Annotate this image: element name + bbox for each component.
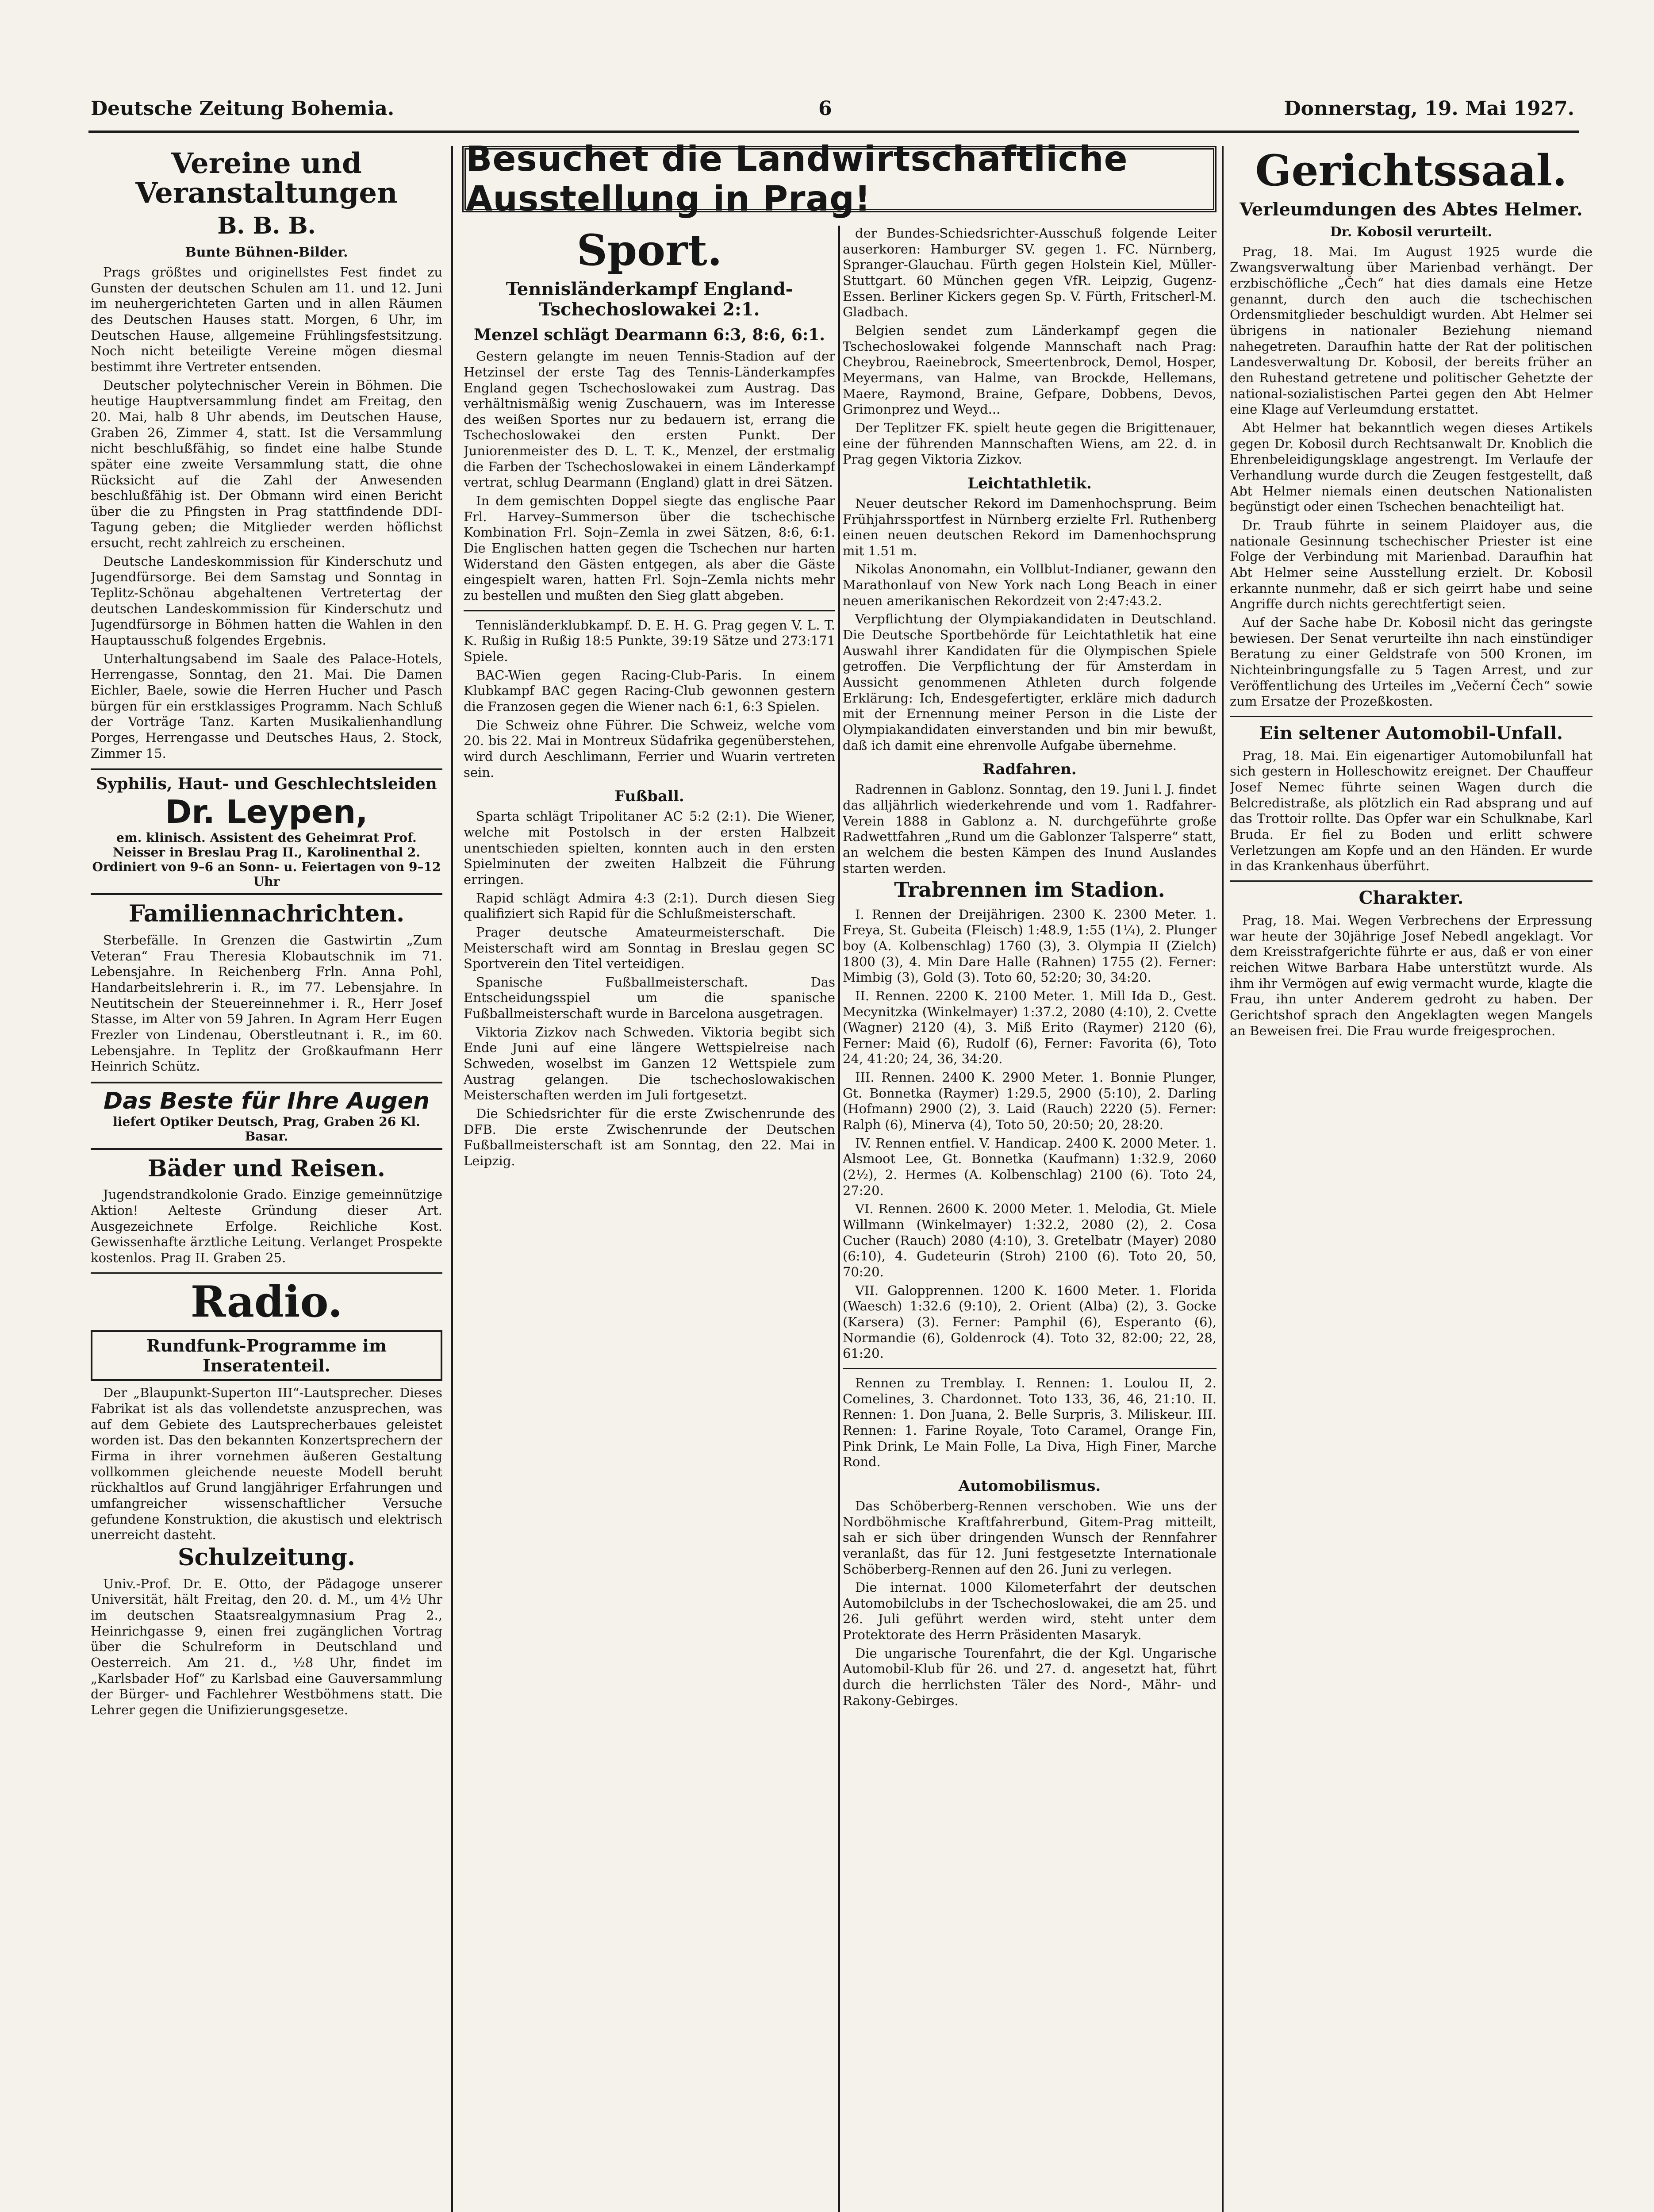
article-text: Prag, 18. Mai. Im August 1925 wurde die Zwangsverwaltung über Marienbad verhängt. Der erzbischöfliche „Čech“ hat dies damals eine Hetze genannt, durch den auch die tschechischen Ordensmitglieder beschuldigt wurden. Abt Helmer sei übrigens in nationaler Beziehung niemand nahegetreten. Daraufhin hatte der Rat der politischen Landesverwaltung Dr. Kobosil, der bereits früher an den Ruhestand getretene und politischer Gehetzte der national-sozialistischen Partei gegen den Abt Helmer eine Klage auf Verleumdung erstattet. xyxy=(1230,244,1593,417)
article-text: VII. Galopprennen. 1200 K. 1600 Meter. 1. Florida (Waesch) 1:32.6 (9:10), 2. Orient (Alba) (2), 3. Gocke (Karsera) (3). Ferner: Pamphil (6), Esperanto (6), Normandie (6), Goldenrock (4). Toto 32, 82:00; 22, 28, 61:20. xyxy=(843,1283,1217,1361)
column-3 xyxy=(843,226,1217,2212)
article-text: Tennisländerklubkampf. D. E. H. G. Prag gegen V. L. T. K. Rußig in Rußig 18:5 Punkte, 39:19 Sätze und 273:171 Spiele. xyxy=(464,617,835,664)
radio-box: Rundfunk-Programme im Inseratenteil. xyxy=(91,1330,442,1381)
advert-line: Syphilis, Haut- und Geschlechtsleiden xyxy=(96,775,437,794)
article-text: Rapid schlägt Admira 4:3 (2:1). Durch diesen Sieg qualifiziert sich Rapid für die Schlußmeisterschaft. xyxy=(464,890,835,922)
column-4 xyxy=(1230,146,1593,2212)
article-text: Jugendstrandkolonie Grado. Einzige gemeinnützige Aktion! Aelteste Gründung dieser Art. Ausgezeichnete Erfolge. Reichliche Kost. Gewissenhafte ärztliche Leitung. Verlanget Prospekte kostenlos. Prag II. Graben 25. xyxy=(91,1187,442,1266)
article-text: Prager deutsche Amateurmeisterschaft. Die Meisterschaft wird am Sonntag in Breslau gegen SC Sportverein den Titel verteidigen. xyxy=(464,924,835,972)
running-head-paper: Deutsche Zeitung Bohemia. xyxy=(91,97,395,120)
heading-automobilismus: Automobilismus. xyxy=(958,1477,1101,1495)
exhibition-banner: Besuchet die Landwirtschaftliche Ausstellung in Prag! xyxy=(462,146,1217,212)
column-rule-2 xyxy=(838,226,840,2212)
article-text: Deutsche Landeskommission für Kinderschutz und Jugendfürsorge. Bei dem Samstag und Sonntag in Teplitz-Schönau abgehaltenen Vertretertag der deutschen Landeskommission für Kinderschutz und Jugendfürsorge in Böhmen hatten die Wahlen in den Hauptausschuß folgendes Ergebnis. xyxy=(91,553,442,648)
advert-sub: liefert Optiker Deutsch, Prag, Graben 26 Kl. Basar. xyxy=(113,1114,420,1144)
divider xyxy=(1230,716,1593,717)
subheading-tennis: Tennisländerkampf England-Tschechoslowakei 2:1. xyxy=(506,278,793,320)
heading-radio: Radio. xyxy=(190,1276,343,1327)
article-text: Belgien sendet zum Länderkampf gegen die Tschechoslowakei folgende Mannschaft nach Prag: Cheybrou, Raeinebrock, Smeertenbrock, Demol, Hosper, Meyermans, van Halme, van Brockde, Hellemans, Maere, Raymond, Braine, Gefpare, Dobbens, Devos, Grimonprez und Weyd... xyxy=(843,323,1217,417)
subheading-menzel: Menzel schlägt Dearmann 6:3, 8:6, 6:1. xyxy=(474,325,825,344)
heading-charakter: Charakter. xyxy=(1359,887,1464,909)
advert-optiker xyxy=(91,1082,442,1150)
column-rule-1 xyxy=(451,146,453,2212)
article-text: Deutscher polytechnischer Verein in Böhmen. Die heutige Hauptversammlung findet am Freitag, den 20. Mai, halb 8 Uhr abends, im Deutschen Hause, Graben 26, Zimmer 4, statt. Ist die Versammlung nicht beschlußfähig, so findet eine halbe Stunde später eine zweite Versammlung statt, die ohne Rücksicht auf die Zahl der Anwesenden beschlußfähig ist. Der Obmann wird einen Bericht über die zu Pfingsten in Prag stattfindende DDI-Tagung geben; die Mitglieder werden höflichst ersucht, recht zahlreich zu erscheinen. xyxy=(91,377,442,551)
article-text: Die Schiedsrichter für die erste Zwischenrunde des DFB. Die erste Zwischenrunde der Deutschen Fußballmeisterschaft ist am Sonntag, den 22. Mai in Leipzig. xyxy=(464,1106,835,1169)
advert-leypen xyxy=(91,768,442,895)
article-text: Die internat. 1000 Kilometerfahrt der deutschen Automobilclubs in der Tschechoslowakei, die am 25. und 26. Juli geführt werden wird, steht unter dem Protektorate des Herrn Präsidenten Masaryk. xyxy=(843,1580,1217,1643)
article-text: Prag, 18. Mai. Ein eigenartiger Automobilunfall hat sich gestern in Holleschowitz ereignet. Der Chauffeur Josef Nemec führte seinen Wagen durch die Belcredistraße, als plötzlich ein Rad absprang und auf das Trottoir rollte. Das Opfer war ein Schulknabe, Karl Bruda. Er fiel zu Boden und erlitt schwere Verletzungen am Kopfe und an den Händen. Er wurde in das Krankenhaus überführt. xyxy=(1230,748,1593,874)
article-text: In dem gemischten Doppel siegte das englische Paar Frl. Harvey–Summerson über die tschechische Kombination Frl. Sojn–Zemla in zwei Sätzen, 8:6, 6:1. Die Englischen hatten gegen die Tschechen nur harten Widerstand den Gästen entgegen, als aber die Gäste eingespielt waren, hatten Frl. Sojn–Zemla nichts mehr zu bestellen und mußten den Sieg glatt abgeben. xyxy=(464,493,835,603)
heading-schul: Schulzeitung. xyxy=(177,1544,356,1571)
heading-bbb: B. B. B. xyxy=(217,212,316,240)
article-text: Dr. Traub führte in seinem Plaidoyer aus, die nationale Gesinnung tschechischer Priester ist eine Folge der Verbindung mit Marienbad. Daraufhin hat Abt Helmer seine Ausstellung erzielt. Dr. Kobosil erkannte nunmehr, daß er sich geirrt habe und seine Angriffe durch nichts gerechtfertigt seien. xyxy=(1230,517,1593,612)
article-text: Radrennen in Gablonz. Sonntag, den 19. Juni l. J. findet das alljährlich wiederkehrende und vom 1. Radfahrer-Verein 1888 in Gablonz a. N. durchgeführte große Radwettfahren „Rund um die Gablonzer Talsperre“ statt, an welchem die besten Kämpen des Inund Auslandes starten werden. xyxy=(843,782,1217,876)
heading-familien: Familiennachrichten. xyxy=(128,900,405,928)
heading-gerichtssaal: Gerichtssaal. xyxy=(1255,146,1567,196)
article-text: Sterbefälle. In Grenzen die Gastwirtin „Zum Veteran“ Frau Theresia Klobautschnik im 71. Lebensjahre. In Reichenberg Frln. Anna Pohl, Handarbeitslehrerin i. R., im 77. Lebensjahre. In Neutitschein der Steuereinnehmer i. R., Herr Josef Stasse, im Alter von 59 Jahren. In Agram Herr Eugen Frezler von Lindenau, Oberstleutnant i. R., im 60. Lebensjahre. In Teplitz der Großkaufmann Herr Heinrich Schütz. xyxy=(91,932,442,1074)
subheading-helmer: Verleumdungen des Abtes Helmer. xyxy=(1240,199,1583,220)
advert-name: Dr. Leypen, xyxy=(165,793,368,831)
heading-leichtathletik: Leichtathletik. xyxy=(967,474,1092,492)
column-rule-3 xyxy=(1222,146,1224,2212)
heading-unfall: Ein seltener Automobil-Unfall. xyxy=(1259,722,1563,744)
divider xyxy=(464,610,835,611)
advert-line: em. klinisch. Assistent des Geheimrat Prof. Neisser in Breslau Prag II., Karolinenthal 2. xyxy=(113,830,420,860)
article-text: Die ungarische Tourenfahrt, die der Kgl. Ungarische Automobil-Klub für 26. und 27. d. angesetzt hat, führt durch die herrlichsten Täler des Nord-, Mähr- und Rakony-Gebirges. xyxy=(843,1645,1217,1708)
article-text: Viktoria Zizkov nach Schweden. Viktoria begibt sich Ende Juni auf eine längere Wettspielreise nach Schweden, woselbst im Ganzen 12 Wettspiele zum Austrag gelangen. Die tschechoslowakischen Meisterschaften werden im Juli fortgesetzt. xyxy=(464,1024,835,1103)
heading-fussball: Fußball. xyxy=(614,787,684,806)
column-1 xyxy=(91,146,442,2212)
heading-sport: Sport. xyxy=(576,226,722,275)
article-text: Rennen zu Tremblay. I. Rennen: 1. Loulou II, 2. Comelines, 3. Chardonnet. Toto 133, 36, 46, 21:10. II. Rennen: 1. Don Juana, 2. Belle Surpris, 3. Miliskeur. III. Rennen: 1. Farine Royale, Toto Caramel, Orange Fin, Pink Drink, Le Main Folle, La Diva, High Finer, Marche Rond. xyxy=(843,1375,1217,1470)
divider xyxy=(91,1272,442,1274)
running-head-date: Donnerstag, 19. Mai 1927. xyxy=(1284,97,1574,120)
article-text: Prag, 18. Mai. Wegen Verbrechens der Erpressung war heute der 30jährige Josef Nebedl angeklagt. Vor dem Kreisstrafgerichte führte er aus, daß er von einer reichen Witwe Barbara Habe unterstützt wurde. Als ihm ihr Vermögen auf ewig vermacht wurde, klagte die Frau, ihn unter Anderem gedroht zu haben. Der Gerichtshof sprach den Angeklagten wegen Mangels an Beweisen frei. Die Frau wurde freigesprochen. xyxy=(1230,913,1593,1038)
article-text: Die Schweiz ohne Führer. Die Schweiz, welche vom 20. bis 22. Mai in Montreux Südafrika gegenüberstehen, wird durch Aeschlimann, Ferrier und Wuarin vertreten sein. xyxy=(464,717,835,780)
heading-baeder: Bäder und Reisen. xyxy=(148,1155,385,1182)
article-text: Abt Helmer hat bekanntlich wegen dieses Artikels gegen Dr. Kobosil durch Rechtsanwalt Dr. Knoblich die Ehrenbeleidigungsklage angestrengt. Im Verlaufe der Verhandlung wurde durch die Zeugen festgestellt, daß Abt Helmer niemals einen deutschen Nationalisten begünstigt oder einen Tschechen benachteiligt hat. xyxy=(1230,420,1593,515)
article-text: Univ.-Prof. Dr. E. Otto, der Pädagoge unserer Universität, hält Freitag, den 20. d. M., um 4½ Uhr im deutschen Staatsrealgymnasium Prag 2., Heinrichgasse 9, einen frei zugänglichen Vortrag über die Schulreform in Deutschland und Oesterreich. Am 21. d., ½8 Uhr, findet im „Karlsbader Hof“ zu Karlsbad eine Gauversammlung der Bürger- und Fachlehrer Westböhmens statt. Die Lehrer gegen die Unifizierungsgesetze. xyxy=(91,1576,442,1717)
heading-trabrennen: Trabrennen im Stadion. xyxy=(894,878,1165,902)
article-text: BAC-Wien gegen Racing-Club-Paris. In einem Klubkampf BAC gegen Racing-Club gewonnen gestern die Franzosen gegen die Wiener nach 6:1, 6:3 Spielen. xyxy=(464,667,835,714)
article-text: Der „Blaupunkt-Superton III“-Lautsprecher. Dieses Fabrikat ist als das vollendetste anzusprechen, was auf dem Gebiete des Lautsprecherbaues geleistet worden ist. Das den bekannten Konzertsprechern der Firma in ihrer vornehmen äußeren Gestaltung vollkommen gleichende neueste Modell beruht rückhaltlos auf Grund langjähriger Erfahrungen und umfangreicher wissenschaftlicher Versuche gefundene Konstruktion, die akustisch und elektrisch unerreicht dasteht. xyxy=(91,1385,442,1543)
subheading-kobosil: Dr. Kobosil verurteilt. xyxy=(1330,224,1493,240)
column-2 xyxy=(464,226,835,2212)
article-text: Prags größtes und originellstes Fest findet zu Gunsten der deutschen Schulen am 11. und 12. Juni im neuhergerichteten Garten und in allen Räumen des Deutschen Hauses statt. Morgen, 6 Uhr, im Deutschen Hause, allgemeine Frühlingsfestsitzung. Noch nicht beteiligte Vereine mögen diesmal bestimmt ihre Vertreter entsenden. xyxy=(91,264,442,374)
article-text: Neuer deutscher Rekord im Damenhochsprung. Beim Frühjahrssportfest in Nürnberg erzielte Frl. Ruthenberg einen neuen deutschen Rekord im Damenhochsprung mit 1.51 m. xyxy=(843,495,1217,558)
article-text: Gestern gelangte im neuen Tennis-Stadion auf der Hetzinsel der erste Tag des Tennis-Länderkampfes England gegen Tschechoslowakei zum Austrag. Das verhältnismäßig wenig Zuschauern, was im Interesse des weißen Sportes nur zu bedauern ist, errang die Tschechoslowakei den ersten Punkt. Der Juniorenmeister des D. L. T. K., Menzel, der erstmalig die Farben der Tschechoslowakei in einem Länderkampf vertrat, schlug Dearmann (England) glatt in drei Sätzen. xyxy=(464,349,835,490)
heading-radfahren: Radfahren. xyxy=(982,760,1077,779)
article-text: IV. Rennen entfiel. V. Handicap. 2400 K. 2000 Meter. 1. Alsmoot Lee, Gt. Bonnetka (Kaufmann) 1:32.9, 2060 (2½), 2. Hermes (A. Kolbenschlag) 2100 (6). Toto 24, 27:20. xyxy=(843,1135,1217,1198)
article-text: Das Schöberberg-Rennen verschoben. Wie uns der Nordböhmische Kraftfahrerbund, Gitem-Prag mitteilt, sah er sich über dringenden Wunsch der Rennfahrer veranlaßt, das für 12. Juni festgesetzte Internationale Schöberberg-Rennen auf den 26. Juni zu verlegen. xyxy=(843,1498,1217,1577)
article-text: I. Rennen der Dreijährigen. 2300 K. 2300 Meter. 1. Freya, St. Gubeita (Fleisch) 1:48.9, 1:55 (1¼), 2. Plunger boy (A. Kolbenschlag) 1760 (3), 3. Olympia II (Zielch) 1800 (3), 4. Min Dare Halle (Rahnen) 1755 (2). Ferner: Mimbig (3), Gold (3). Toto 60, 52:20; 30, 34:20. xyxy=(843,906,1217,985)
article-text: Unterhaltungsabend im Saale des Palace-Hotels, Herrengasse, Sonntag, den 21. Mai. Die Damen Eichler, Baele, sowie die Herren Hucher und Pasch bürgen für ein erstklassiges Programm. Nach Schluß der Vorträge Tanz. Karten Musikalienhandlung Porges, Herrengasse und Deutsches Haus, 2. Stock, Zimmer 15. xyxy=(91,651,442,761)
subheading-bbb: Bunte Bühnen-Bilder. xyxy=(185,244,348,260)
running-head-page: 6 xyxy=(818,97,832,120)
article-text: der Bundes-Schiedsrichter-Ausschuß folgende Leiter auserkoren: Hamburger SV. gegen 1. FC. Nürnberg, Spranger-Glauchau. Fürth gegen Holstein Kiel, Müller-Stuttgart. 60 München gegen VfR. Leipzig, Gugenz-Essen. Berliner Kickers gegen Sp. V. Fürth, Fritscherl-M. Gladbach. xyxy=(843,226,1217,320)
article-text: Verpflichtung der Olympiakandidaten in Deutschland. Die Deutsche Sportbehörde für Leichtathletik hat eine Auswahl ihrer Kandidaten für die Olympischen Spiele getroffen. Die Verpflichtung der für Amsterdam in Aussicht genommenen Athleten durch folgende Erklärung: Ich, Endesgefertigter, erkläre mich dadurch mit der Ernennung meiner Person in die Liste der Olympiakandidaten einverstanden und bin mir bewußt, daß ich damit eine ehrenvolle Aufgabe übernehme. xyxy=(843,611,1217,753)
heading-vereine: Vereine und Veranstaltungen xyxy=(135,147,398,210)
article-text: Spanische Fußballmeisterschaft. Das Entscheidungsspiel um die spanische Fußballmeisterschaft wurde in Barcelona ausgetragen. xyxy=(464,974,835,1022)
advert-main: Das Beste für Ihre Augen xyxy=(104,1087,430,1114)
article-text: II. Rennen. 2200 K. 2100 Meter. 1. Mill Ida D., Gest. Mecynitzka (Winkelmayer) 1:37.2, 2080 (4:10), 2. Cvette (Wagner) 2120 (4), 3. Miß Erito (Raymer) 2120 (6), Ferner: Maid (6), Rudolf (6), Ferner: Favorita (6), Toto 24, 41:20; 24, 36, 34:20. xyxy=(843,988,1217,1067)
divider xyxy=(1230,880,1593,882)
advert-line: Ordiniert von 9–6 an Sonn- u. Feiertagen von 9–12 Uhr xyxy=(92,860,441,889)
article-text: Der Teplitzer FK. spielt heute gegen die Brigittenauer, eine der führenden Mannschaften Wiens, am 22. d. in Prag gegen Viktoria Zizkov. xyxy=(843,420,1217,467)
article-text: III. Rennen. 2400 K. 2900 Meter. 1. Bonnie Plunger, Gt. Bonnetka (Raymer) 1:29.5, 2900 (5:10), 2. Darling (Hofmann) 2900 (2), 3. Laid (Rauch) 2220 (5). Ferner: Ralph (6), Minerva (4), Toto 50, 20:50; 20, 28:20. xyxy=(843,1070,1217,1133)
head-rule xyxy=(88,131,1579,133)
divider xyxy=(843,1368,1217,1369)
article-text: Nikolas Anonomahn, ein Vollblut-Indianer, gewann den Marathonlauf von New York nach Long Beach in einer neuen amerikanischen Rekordzeit von 2:47:43.2. xyxy=(843,561,1217,608)
article-text: VI. Rennen. 2600 K. 2000 Meter. 1. Melodia, Gt. Miele Willmann (Winkelmayer) 1:32.2, 2080 (2), 2. Cosa Cucher (Rauch) 2080 (4:10), 3. Gretelbatr (Mayer) 2080 (6:10), 4. Gudeteurin (Stroh) 2100 (6). Toto 20, 50, 70:20. xyxy=(843,1201,1217,1280)
article-text: Sparta schlägt Tripolitaner AC 5:2 (2:1). Die Wiener, welche mit Postolsch in der ersten Halbzeit unentschieden spielten, konnten auch in den ersten Spielminuten der zweiten Halbzeit die Führung erringen. xyxy=(464,809,835,887)
article-text: Auf der Sache habe Dr. Kobosil nicht das geringste bewiesen. Der Senat verurteilte ihn nach einstündiger Beratung zu einer Geldstrafe von 500 Kronen, im Nichteinbringungsfalle zu 5 Tagen Arrest, und zur Veröffentlichung des Urteiles im „Večerní Čech“ sowie zum Ersatze der Prozeßkosten. xyxy=(1230,614,1593,709)
